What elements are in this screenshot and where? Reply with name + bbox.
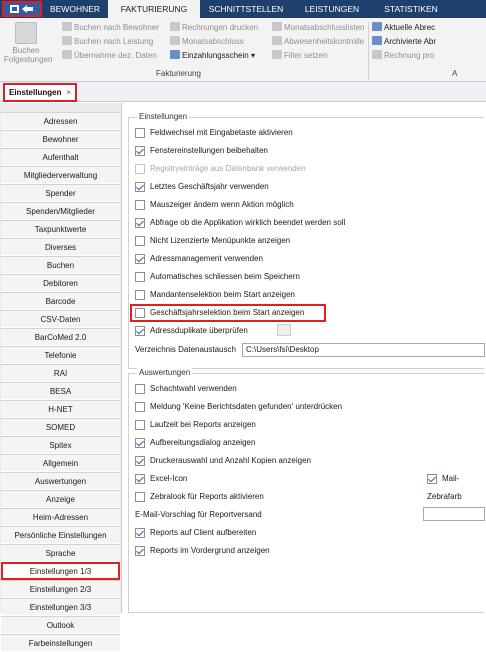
- datenaustausch-path-input[interactable]: C:\Users\fsi\Desktop: [242, 343, 485, 357]
- option-label: Registryeinträge aus Datenbank verwenden: [150, 164, 306, 173]
- nav-spacer: [0, 103, 121, 112]
- tab-schnittstellen[interactable]: SCHNITTSTELLEN: [208, 4, 284, 14]
- nav-item-allgemein[interactable]: Allgemein: [1, 454, 120, 472]
- nav-item-einstellungen-1-3[interactable]: Einstellungen 1/3: [1, 562, 120, 580]
- buchen-nach-leistung-label: Buchen nach Leistung: [74, 37, 154, 46]
- checkbox-adressmanagement-verwenden[interactable]: [135, 254, 145, 264]
- nav-item-farbeinstellungen[interactable]: Farbeinstellungen: [1, 634, 120, 652]
- email-vorschlag-label: E-Mail-Vorschlag für Reportversand: [135, 510, 262, 519]
- option-label: Schachtwahl verwenden: [150, 384, 237, 393]
- uebernahme-daten-button[interactable]: [62, 50, 157, 62]
- mail-checkbox[interactable]: [427, 474, 437, 484]
- nav-item-persoenliche-einstellungen[interactable]: Persönliche Einstellungen: [1, 526, 120, 544]
- invoice-person-icon: [372, 50, 382, 59]
- nav-item-diverses[interactable]: Diverses: [1, 238, 120, 256]
- nav-item-buchen[interactable]: Buchen: [1, 256, 120, 274]
- option-label: Meldung 'Keine Berichtsdaten gefunden' unterdrücken: [150, 402, 343, 411]
- auswertungen-group: [128, 368, 484, 613]
- option-label: Letztes Geschäftsjahr verwenden: [150, 182, 269, 191]
- tab-bewohner[interactable]: BEWOHNER: [49, 4, 101, 14]
- option-label: Adressduplikate überprüfen: [150, 326, 248, 335]
- option-label: Laufzeit bei Reports anzeigen: [150, 420, 256, 429]
- checkbox-aufbereitungsdialog-anzeigen[interactable]: [135, 438, 145, 448]
- einzahlungsschein-button[interactable]: [170, 50, 255, 62]
- application-menu-button[interactable]: [2, 1, 42, 17]
- buchen-nach-bewohner-button[interactable]: [62, 22, 159, 34]
- buchen-nach-bewohner-label: Buchen nach Bewohner: [74, 23, 159, 32]
- absence-icon: [272, 36, 282, 45]
- option-label: Abfrage ob die Applikation wirklich beendet werden soll: [150, 218, 346, 227]
- nav-item-besa[interactable]: BESA: [1, 382, 120, 400]
- checkbox-meldung-keine-berichtsdaten-gefunden-unterdruecken[interactable]: [135, 402, 145, 412]
- nav-item-h-net[interactable]: H-NET: [1, 400, 120, 418]
- booking-service-icon: [62, 36, 72, 45]
- option-label: Reports auf Client aufbereiten: [150, 528, 257, 537]
- nav-item-spitex[interactable]: Spitex: [1, 436, 120, 454]
- adressduplikate-option-box[interactable]: [277, 324, 291, 336]
- nav-item-anzeige[interactable]: Anzeige: [1, 490, 120, 508]
- option-label: Druckerauswahl und Anzahl Kopien anzeigen: [150, 456, 311, 465]
- nav-item-aufenthalt[interactable]: Aufenthalt: [1, 148, 120, 166]
- doc-tab-label: Einstellungen: [9, 88, 62, 97]
- option-label: Geschäftsjahrselektion beim Start anzeigen: [150, 308, 305, 317]
- nav-item-mitgliederverwaltung[interactable]: Mitgliederverwaltung: [1, 166, 120, 184]
- einstellungen-legend: Einstellungen: [139, 112, 188, 121]
- group-separator: [368, 22, 369, 80]
- checkbox-laufzeit-bei-reports-anzeigen[interactable]: [135, 420, 145, 430]
- option-label: Zebralook für Reports aktivieren: [150, 492, 264, 501]
- checkbox-registryeintraege-aus-datenbank-verwenden: [135, 164, 145, 174]
- checkbox-feldwechsel-mit-eingabetaste-aktivieren[interactable]: [135, 128, 145, 138]
- ribbon-tab-bar: [0, 0, 486, 18]
- checkbox-adressduplikate-ueberpruefen[interactable]: [135, 326, 145, 336]
- rechnung-pro-label: Rechnung pro: [384, 51, 435, 60]
- option-label: Nicht Lizenzierte Menüpunkte anzeigen: [150, 236, 291, 245]
- doc-tab-einstellungen[interactable]: [3, 83, 77, 102]
- aktuelle-abrechnung-label: Aktuelle Abrec: [384, 23, 436, 32]
- chevron-down-icon: ▾: [248, 51, 255, 60]
- nav-item-heim-adressen[interactable]: Heim-Adressen: [1, 508, 120, 526]
- option-label: Mauszeiger ändern wenn Aktion möglich: [150, 200, 294, 209]
- tab-fakturierung[interactable]: FAKTURIERUNG: [108, 0, 200, 18]
- checkbox-reports-im-vordergrund-anzeigen[interactable]: [135, 546, 145, 556]
- filter-setzen-label: Filter setzen: [284, 51, 328, 60]
- document-tab-strip: [0, 82, 486, 102]
- checkbox-letztes-geschaeftsjahr-verwenden[interactable]: [135, 182, 145, 192]
- auswertungen-legend: Auswertungen: [139, 368, 191, 377]
- tab-leistungen[interactable]: LEISTUNGEN: [304, 4, 360, 14]
- nav-item-telefonie[interactable]: Telefonie: [1, 346, 120, 364]
- nav-item-spenden-mitglieder[interactable]: Spenden/Mitglieder: [1, 202, 120, 220]
- checkbox-zebralook-fuer-reports-aktivieren[interactable]: [135, 492, 145, 502]
- uebernahme-daten-label: Übernahme dez. Daten: [74, 51, 157, 60]
- import-data-icon: [62, 50, 72, 59]
- booking-person-icon: [62, 22, 72, 31]
- abwesenheitskontrolle-button[interactable]: [272, 36, 364, 48]
- zebrafarbe-input[interactable]: [423, 507, 485, 521]
- archivierte-abrechnung-label: Archivierte Abr: [384, 37, 437, 46]
- option-label: Excel-Icon: [150, 474, 188, 483]
- abwesenheitskontrolle-label: Abwesenheitskontrolle: [284, 37, 365, 46]
- highlight-geschaeftsjahrselektion: [130, 304, 326, 322]
- option-label: Feldwechsel mit Eingabetaste aktivieren: [150, 128, 293, 137]
- app-logo-icon: [9, 3, 35, 15]
- close-icon[interactable]: ×: [66, 88, 71, 97]
- nav-item-barcomed-2-0[interactable]: BarCoMed 2.0: [1, 328, 120, 346]
- mail-label: Mail-: [442, 474, 460, 483]
- filter-icon: [272, 50, 282, 59]
- checkbox-reports-auf-client-aufbereiten[interactable]: [135, 528, 145, 538]
- settings-content: [123, 103, 486, 613]
- checkbox-abfrage-ob-die-applikation-wirklich-beendet-werden-soll[interactable]: [135, 218, 145, 228]
- rechnungen-drucken-button[interactable]: [170, 22, 258, 34]
- nav-item-sprache[interactable]: Sprache: [1, 544, 120, 562]
- nav-item-somed[interactable]: SOMED: [1, 418, 120, 436]
- checkbox-druckerauswahl-und-anzahl-kopien-anzeigen[interactable]: [135, 456, 145, 466]
- monatsabschluss-button[interactable]: [170, 36, 244, 48]
- zebrafarbe-label: Zebrafarb: [427, 492, 462, 501]
- nav-item-outlook[interactable]: Outlook: [1, 616, 120, 634]
- monatsabschluss-label: Monatsabschluss: [182, 37, 244, 46]
- einzahlungsschein-label: Einzahlungsschein: [182, 51, 249, 60]
- rechnungen-drucken-label: Rechnungen drucken: [182, 23, 259, 32]
- buchen-folgeleistungen-button[interactable]: [4, 22, 53, 64]
- nav-item-spender[interactable]: Spender: [1, 184, 120, 202]
- buchen-nach-leistung-button[interactable]: [62, 36, 153, 48]
- nav-item-einstellungen-3-3[interactable]: Einstellungen 3/3: [1, 598, 120, 616]
- nav-item-adressen[interactable]: Adressen: [1, 112, 120, 130]
- settings-navigation: [0, 103, 122, 648]
- list-icon: [272, 22, 282, 31]
- nav-item-csv-daten[interactable]: CSV-Daten: [1, 310, 120, 328]
- option-label: Aufbereitungsdialog anzeigen: [150, 438, 256, 447]
- nav-item-barcode[interactable]: Barcode: [1, 292, 120, 310]
- nav-item-bewohner[interactable]: Bewohner: [1, 130, 120, 148]
- booking-icon: [15, 22, 37, 44]
- nav-item-einstellungen-2-3[interactable]: Einstellungen 2/3: [1, 580, 120, 598]
- tab-statistiken[interactable]: STATISTIKEN: [384, 4, 438, 14]
- nav-item-auswertungen[interactable]: Auswertungen: [1, 472, 120, 490]
- monatsabschlusslisten-button[interactable]: [272, 22, 364, 34]
- option-label: Mandantenselektion beim Start anzeigen: [150, 290, 295, 299]
- buchen-folgeleistungen-label: Buchen Folgestungen: [4, 46, 53, 64]
- archive-icon: [372, 36, 382, 45]
- archivierte-abrechnung-button[interactable]: [372, 36, 436, 48]
- option-label: Adressmanagement verwenden: [150, 254, 263, 263]
- ribbon-panel: [0, 18, 486, 82]
- calendar-icon: [170, 36, 180, 45]
- printer-icon: [170, 22, 180, 31]
- aktuelle-abrechnung-button[interactable]: [372, 22, 435, 34]
- checkbox-nicht-lizenzierte-menuepunkte-anzeigen[interactable]: [135, 236, 145, 246]
- checkbox-excel-icon[interactable]: [135, 474, 145, 484]
- option-label: Automatisches schliessen beim Speichern: [150, 272, 300, 281]
- invoice-icon: [372, 22, 382, 31]
- datenaustausch-label: Verzeichnis Datenaustausch: [135, 345, 236, 354]
- option-label: Fenstereinstellungen beibehalten: [150, 146, 268, 155]
- nav-item-rai[interactable]: RAI: [1, 364, 120, 382]
- nav-list: [0, 112, 121, 652]
- checkbox-fenstereinstellungen-beibehalten[interactable]: [135, 146, 145, 156]
- monatsabschlusslisten-label: Monatsabschlusslisten: [284, 23, 365, 32]
- filter-setzen-button[interactable]: [272, 50, 328, 62]
- checkbox-mandantenselektion-beim-start-anzeigen[interactable]: [135, 290, 145, 300]
- option-label: Reports im Vordergrund anzeigen: [150, 546, 270, 555]
- checkbox-automatisches-schliessen-beim-speichern[interactable]: [135, 272, 145, 282]
- checkbox-schachtwahl-verwenden[interactable]: [135, 384, 145, 394]
- einstellungen-group: [128, 112, 484, 369]
- rechnung-pro-button[interactable]: [372, 50, 434, 62]
- nav-item-debitoren[interactable]: Debitoren: [1, 274, 120, 292]
- group-label-right: A: [452, 69, 458, 78]
- payment-slip-icon: [170, 50, 180, 59]
- nav-item-taxpunktwerte[interactable]: Taxpunktwerte: [1, 220, 120, 238]
- group-label-fakturierung: Fakturierung: [156, 69, 201, 78]
- checkbox-mauszeiger-aendern-wenn-aktion-moeglich[interactable]: [135, 200, 145, 210]
